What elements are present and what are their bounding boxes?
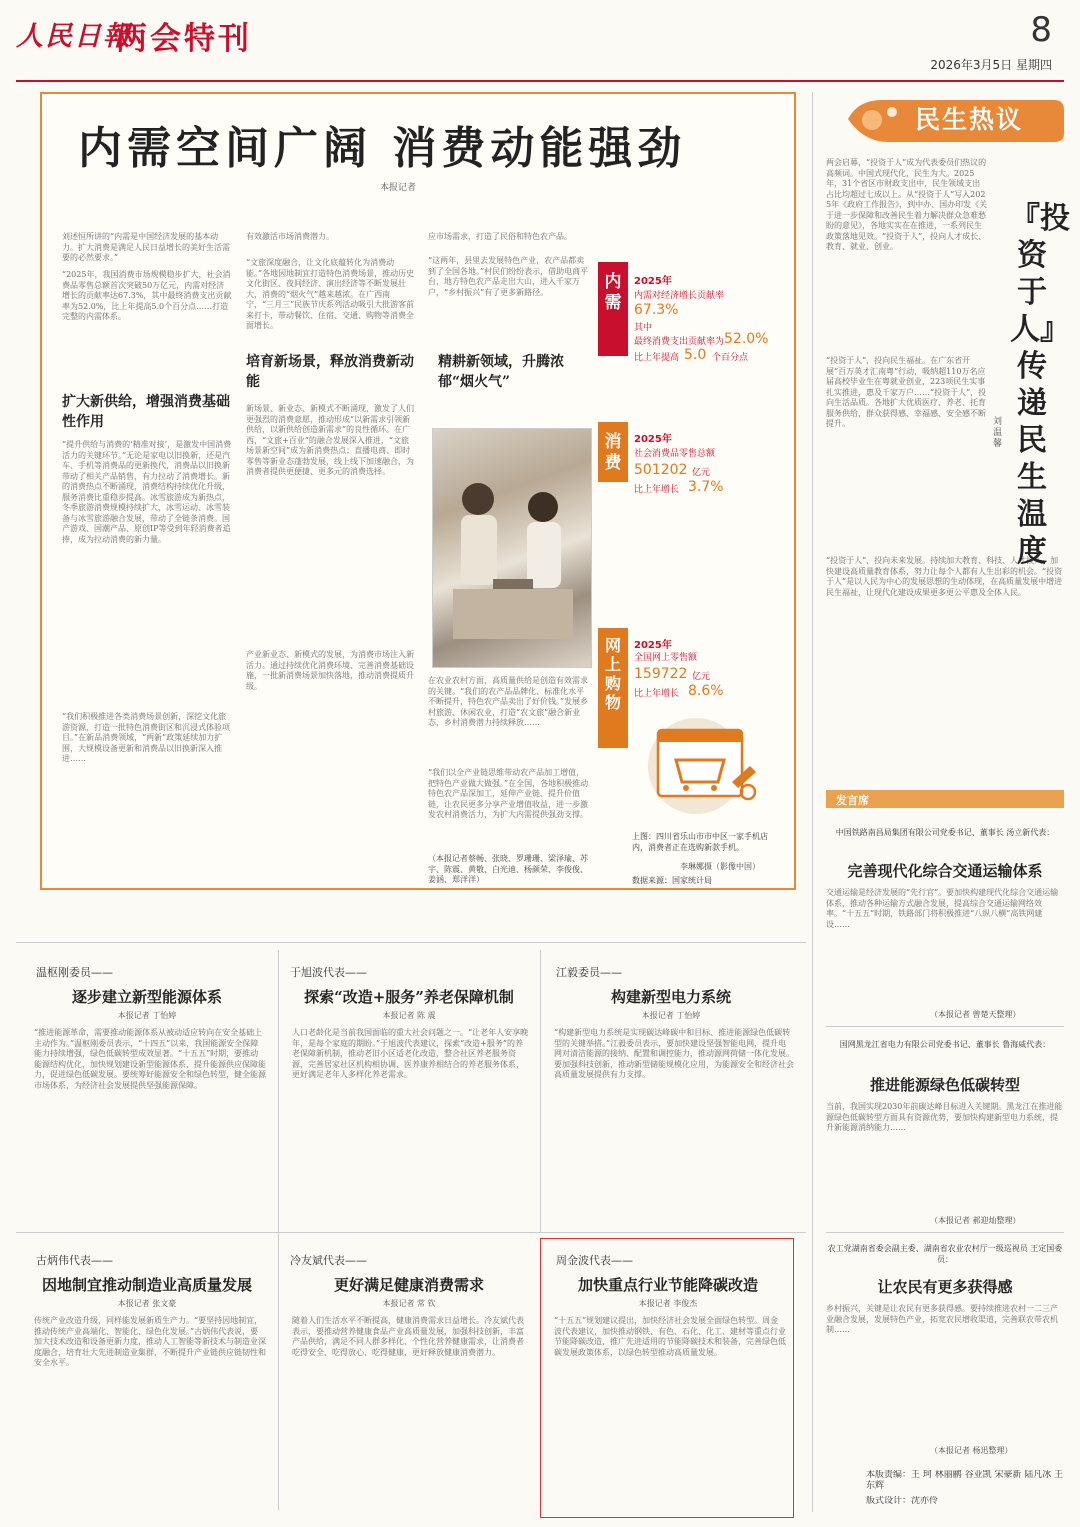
xiaofei-line2: 比上年增长 (634, 485, 680, 495)
bottom-1-body: “推进能源革命，需要推动能源体系从被动适应转向在安全基础上主动作为。”温枢刚委员表示，“十四五”以来，我国能源安全保障能力持续增强，绿色低碳转型成效显著。“十五五”时期，要推动能源结构优化，加快规划建设新型能源体系，提升能源供应保障能力，促进绿色低碳发展。要统筹好能源安全和绿色转型，健全能源市场体系，为经济社会发展提供坚强能源保障。 (34, 1028, 266, 1090)
main-col2-text: 有效激活市场消费潜力。 (246, 232, 334, 241)
wangshang-value1: 159722 (634, 666, 688, 682)
neixu-unit4: 个百分点 (712, 353, 749, 363)
shoppers-photo (432, 428, 592, 668)
bottom-col-divider-1 (278, 950, 279, 1510)
fayan-3-source: （本报记者 杨迅整理） (930, 1446, 1013, 1455)
minsheng-body-3: “投资于人”，投向未来发展。持续加大教育、科技、人才投入，加快建设高质量教育体系，努力让每个人都有人生出彩的机会。“投资于人”是以人民为中心的发展思想的生动体现，在高质量发展中增进民生福祉，让现代化建设成果更多更公平惠及全体人民。 (826, 556, 1063, 597)
bottom-6-person: 周金波代表—— (556, 1254, 633, 1267)
right-col-divider (812, 92, 813, 1512)
neixu-value3: 52.0% (724, 331, 769, 347)
staff-editors: 本版责编：王 珂 林丽鹂 谷业凯 宋豪新 陆凡冰 王东辉 (866, 1470, 1064, 1491)
sidebar-xiaofei-label: 消费 (604, 432, 622, 473)
main-col3-text: 应市场需求，打造了民俗和特色农产品。 (428, 232, 572, 241)
xiaofei-value1: 501202 (634, 462, 688, 478)
fayan-2-source: （本报记者 郝迎灿整理） (930, 1216, 1021, 1225)
subhead-3: 精耕新领域，升腾浓郁“烟火气” (438, 354, 564, 390)
bottom-3-title: 构建新型电力系统 (610, 988, 731, 1006)
bottom-4-title: 因地制宜推动制造业高质量发展 (41, 1276, 252, 1294)
staff-designer: 版式设计：沈亦伶 (866, 1496, 939, 1506)
fayan-2-body: 当前，我国实现2030年前碳达峰目标进入关键期。黑龙江在推进能源绿色低碳转型方面具有资源优势，要加快构建新型电力系统，提升新能源消纳能力…… (826, 1102, 1063, 1132)
bottom-5-byline: 本报记者 常 钦 (382, 1299, 436, 1308)
wangshang-unit1: 亿元 (692, 672, 711, 682)
bottom-6-byline: 本报记者 李俊杰 (638, 1299, 698, 1308)
neixu-year: 2025年 (634, 276, 672, 287)
main-col3e-text: “我们以全产业链思维带动农产品加工增值，把特色产业做大做强。”在全国，各地积极推动特色农产品深加工，延伸产业链、提升价值链，让农民更多分享产业增值收益，进一步激发农村消费活力，为扩大内需提供强劲支撑。 (428, 768, 589, 819)
photo-credit: 李琳娜摄（影像中国） (680, 862, 760, 871)
bottom-2-body: 人口老龄化是当前我国面临的重大社会问题之一。“让老年人安享晚年，是每个家庭的期盼。”于旭波代表建议，探索“改造+服务”的养老保障新机制，推动老旧小区适老化改造，整合社区养老服务资源，完善居家社区机构相协调、医养康养相结合的养老服务体系，更好满足老年人多样化养老需求。 (292, 1028, 529, 1079)
bottom-6-title: 加快重点行业节能降碳改造 (577, 1276, 758, 1294)
wangshang-year: 2025年 (634, 640, 672, 651)
neixu-line3: 最终消费支出贡献率为 (634, 337, 725, 347)
minsheng-body-2: “投资于人”，投向民生福祉。在广东省开展“百万英才汇南粤”行动，吸纳超110万名应届高校毕业生在粤就业创业，223项民生实事扎实推进，惠及千家万户……“投资于人”，投向生活品质。各地扩大优质医疗、养老、托育服务供给，群众获得感、幸福感、安全感不断提升。 (826, 356, 987, 428)
subhead-1: 扩大新供给，增强消费基础性作用 (62, 394, 230, 430)
special-edition-title: 两会特刊 (116, 21, 252, 57)
bottom-4-body: 传统产业改造升级，同样能发展新质生产力。“要坚持因地制宜，推动传统产业高端化、智能化、绿色化发展。”古炳伟代表说，要加大技术改造和设备更新力度，推动人工智能等新技术与制造业深度融合，培育壮大先进制造业集群，不断提升产业链供应链韧性和安全水平。 (34, 1316, 266, 1367)
main-headline: 内需空间广阔 消费动能强劲 (78, 123, 687, 174)
fayan-2-title: 推进能源绿色低碳转型 (869, 1076, 1020, 1094)
sidebar-wangshang-label: 网上购物 (604, 636, 621, 712)
fayan-divider-2 (826, 1232, 1064, 1233)
neixu-line4: 比上年提高 (634, 353, 680, 363)
issue-date: 2026年3月5日 星期四 (930, 58, 1052, 72)
xiaofei-value2: 3.7% (688, 479, 724, 495)
shopping-cart-icon (636, 712, 768, 822)
wangshang-value2: 8.6% (688, 683, 724, 699)
main-col1-text: “2025年，我国消费市场规模稳步扩大，社会消费品零售总额首次突破50万亿元，内需对经济增长的贡献率达67.3%，其中最终消费支出贡献率为52.0%，比上年提高5.0个百分点……打造完整的内需体系。 (62, 270, 232, 321)
newspaper-logo: 人民日報 (16, 21, 132, 52)
main-col2b-text: 新场景、新业态、新模式不断涌现，激发了人们更强烈的消费意愿，推动形成“以新需求引领新供给，以新供给创造新需求”的良性循环。在广西，“文旅+百业”的融合发展深入推进，“文旅场景新空间”成为新消费热点；直播电商、即时零售等新业态蓬勃发展，线上线下加速融合，为消费者提供更便捷、更多元的消费选择。 (246, 404, 414, 476)
fayan-3-title: 让农民有更多获得感 (877, 1278, 1013, 1296)
neixu-value1: 67.3% (634, 302, 679, 318)
page-number: 8 (1030, 10, 1052, 50)
fayan-1-intro: 中国铁路南昌局集团有限公司党委书记、董事长 汤立新代表： (835, 828, 1055, 837)
bottom-6-body: “十五五”规划建议提出，加快经济社会发展全面绿色转型。周金波代表建议，加快推动钢铁、有色、石化、化工、建材等重点行业节能降碳改造，推广先进适用的节能降碳技术和装备，完善绿色低碳发展政策体系，以绿色转型推动高质量发展。 (554, 1316, 786, 1357)
bottom-3-byline: 本报记者 丁怡婷 (641, 1011, 701, 1020)
wangshang-line1: 全国网上零售额 (634, 653, 698, 663)
bottom-1-person: 温枢刚委员—— (36, 966, 113, 979)
main-col1b-text: “提升供给与消费的‘精准对接’，是激发中国消费活力的关键环节。”无论是家电以旧换新，还是汽车、手机等消费品的更新换代，消费品以旧换新带动了相关产品销售，有力拉动了消费增长。新的消费热点不断涌现，消费结构持续优化升级，服务消费比重稳步提高。冰雪旅游成为新热点，冬季旅游消费规模持续扩大，冰雪运动、冰雪装备与冰雪旅游融合发展，带动了全链条消费。国产游戏、国潮产品、原创IP等受到年轻消费者追捧，成为拉动消费的新力量。 (62, 440, 232, 544)
main-col3b-text: “这两年，县里去发展特色产业，农产品都卖到了全国各地。”村民们纷纷表示，借助电商平台，地方特色农产品走出大山，进入千家万户，“乡村振兴”有了更多新路径。 (428, 256, 589, 297)
bottom-4-person: 古炳伟代表—— (36, 1254, 113, 1267)
main-col3d-text: 在农业农村方面，高质量供给是创造有效需求的关键。“我们的农产品品牌化、标准化水平不断提升，特色农产品卖出了好价钱。”发展乡村旅游、休闲农业，打造“农文旅”融合新业态，乡村消费潜力持续释放…… (428, 676, 589, 727)
fayan-label: 发言席 (836, 794, 869, 807)
main-byline: 本报记者 (380, 183, 417, 193)
fayan-divider-1 (826, 1026, 1064, 1027)
bottom-5-title: 更好满足健康消费需求 (333, 1276, 484, 1294)
xiaofei-unit1: 亿元 (692, 468, 711, 478)
bottom-4-byline: 本报记者 张文豪 (117, 1299, 177, 1308)
bottom-2-title: 探索“改造+服务”养老保障机制 (304, 988, 514, 1006)
fayan-1-title: 完善现代化综合交通运输体系 (847, 862, 1043, 880)
main-col2d-text: 产业新业态、新模式的发展，为消费市场注入新活力。通过持续优化消费环境、完善消费基础设施，一批新消费场景加快落地，推动消费提质升级。 (246, 650, 414, 691)
fayan-2-intro: 国网黑龙江省电力有限公司党委书记、董事长 鲁海威代表： (839, 1040, 1051, 1049)
wangshang-line2: 比上年增长 (634, 689, 680, 699)
bottom-5-body: 随着人们生活水平不断提高，健康消费需求日益增长。冷友斌代表表示，要推动营养健康食品产业高质量发展，加强科技创新，丰富产品供给，满足不同人群多样化、个性化营养健康需求，让消费者吃得安全、吃得放心、吃得健康，更好释放健康消费潜力。 (292, 1316, 524, 1357)
fayan-3-intro: 农工党湖南省委会副主委、湖南省农业农村厅一级巡视员 王定国委员： (827, 1244, 1063, 1264)
bottom-5-person: 冷友斌代表—— (290, 1254, 367, 1267)
minsheng-body-1: 两会启幕，“投资于人”成为代表委员们热议的高频词。中国式现代化，民生为大。2025年，31个省区市财政支出中，民生领域支出占比均超过七成以上。从“投资于人”写入2025年《政府工作报告》，到中办、国办印发《关于进一步保障和改善民生着力解决群众急难愁盼的意见》，各地实实在在推进，一系列民生政策落地见效。“投资于人”，投向人才成长、教育、就业、创业。 (826, 158, 988, 251)
data-source: 数据来源：国家统计局 (632, 876, 712, 885)
bottom-top-rule (16, 942, 806, 943)
main-col2-continued: “文旅深度融合，让文化底蕴转化为消费动能。”各地因地制宜打造特色消费场景，推动历史文化街区、夜间经济、演出经济等不断发展壮大，消费的“烟火气”越来越浓。在广西南宁，“三月三”民族节庆系列活动吸引大批游客前来打卡，带动餐饮、住宿、交通、购物等消费全面增长。 (246, 258, 415, 330)
minsheng-vertical-title: 『投资于人』传递民生温度 (1010, 201, 1070, 569)
bottom-3-body: “构建新型电力系统是实现碳达峰碳中和目标、推进能源绿色低碳转型的关键举措。”江毅委员表示，要加快建设坚强智能电网，提升电网对清洁能源的接纳、配置和调控能力，推动源网荷储一体化发展。要加强科技创新，推动新型储能规模化应用，为能源安全和经济社会高质量发展提供有力支撑。 (554, 1028, 794, 1079)
minsheng-author: 刘温馨 (993, 417, 1003, 449)
reporter-credits: （本报记者蔡畅、张晓、罗珊珊、梁泽瑜、苏宇、陈震、黄敬、白光迪、杨颜荣、李俊俊、姜涵、郑洋洋） (428, 854, 588, 884)
bottom-col-divider-2 (540, 950, 541, 1232)
bottom-mid-rule (16, 1232, 806, 1233)
header-rule (16, 80, 1064, 82)
fayan-1-source: （本报记者 曾楚天整理） (930, 1010, 1021, 1019)
subhead-2: 培育新场景，释放消费新动能 (246, 354, 414, 390)
neixu-line1: 内需对经济增长贡献率 (634, 291, 725, 301)
main-col1c-text: “我们积极推进各类消费场景创新，深挖文化旅游资源，打造一批特色消费街区和沉浸式体验项目。”在新品消费领域，“两新”政策延续加力扩围，大规模设备更新和消费品以旧换新深入推进…… (62, 712, 230, 763)
sidebar-neixu-label: 内需 (604, 272, 622, 313)
xiaofei-line1: 社会消费品零售总额 (634, 449, 716, 459)
bottom-2-byline: 本报记者 陈 震 (382, 1011, 436, 1020)
bottom-1-title: 逐步建立新型能源体系 (71, 988, 222, 1006)
minsheng-title: 民生热议 (915, 105, 1024, 134)
photo-caption: 上图：四川省乐山市市中区一家手机店内，消费者正在选购新款手机。 (632, 832, 768, 852)
bottom-1-byline: 本报记者 丁怡婷 (117, 1011, 177, 1020)
neixu-value4: 5.0 (684, 347, 707, 363)
main-lead-text: 刘述恒所讲的“内需是中国经济发展的基本动力。扩大消费是满足人民日益增长的美好生活需要的必然要求。” (62, 232, 230, 262)
photo-illustration (433, 429, 593, 669)
xiaofei-year: 2025年 (634, 434, 672, 445)
bottom-3-person: 江毅委员—— (556, 966, 622, 979)
fayan-3-body: 乡村振兴，关键是让农民有更多获得感。要持续推进农村一二三产业融合发展，发展特色产业，拓宽农民增收渠道，完善联农带农机制…… (826, 1304, 1058, 1334)
fayan-1-body: 交通运输是经济发展的“先行官”。要加快构建现代化综合交通运输体系，推动各种运输方式融合发展，提高综合交通运输网络效率。“十五五”时期，铁路部门将积极推进“八纵八横”高铁网建设…… (826, 888, 1059, 929)
neixu-line2: 其中 (634, 323, 653, 333)
bottom-2-person: 于旭波代表—— (290, 966, 367, 979)
